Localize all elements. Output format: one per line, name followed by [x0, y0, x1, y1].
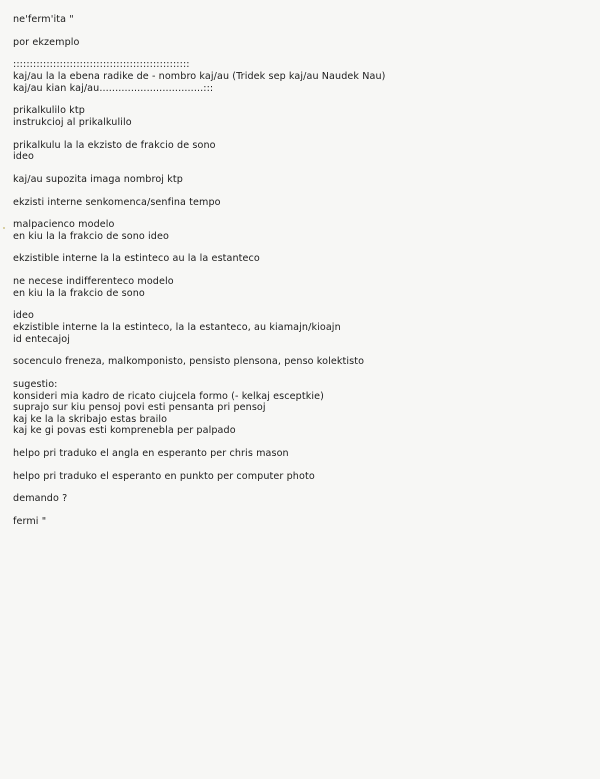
paragraph — [13, 105, 583, 128]
text-line: ne necese indifferenteco modelo — [13, 276, 174, 288]
paragraph — [13, 471, 583, 483]
paragraph — [13, 276, 583, 299]
paragraph — [13, 516, 583, 528]
text-line: kaj ke la la skribajo estas brailo — [13, 413, 168, 425]
text-line: instrukcioj al prikalkulilo — [13, 116, 132, 128]
text-line: kaj/au kian kaj/au.................................::: — [13, 82, 214, 94]
text-line: en kiu la la frakcio de sono — [13, 287, 145, 299]
paragraph — [13, 379, 583, 437]
text-line: id entecajoj — [13, 333, 71, 345]
text-line: socenculo freneza, malkomponisto, pensisto plensona, penso kolektisto — [13, 356, 365, 368]
text-line: por ekzemplo — [13, 36, 80, 48]
text-line: ideo — [13, 151, 34, 163]
paragraph — [13, 448, 583, 460]
text-line: ideo — [13, 310, 34, 322]
paragraph — [13, 253, 583, 265]
paragraph — [13, 356, 583, 368]
text-line: ekzistible interne la la estinteco, la la estanteco, au kiamajn/kioajn — [13, 322, 341, 334]
paragraph — [13, 197, 583, 209]
paragraph — [13, 174, 583, 186]
text-line: ne'ferm'ita " — [13, 14, 74, 25]
paragraph — [13, 140, 583, 163]
text-line: prikalkulu la la ekzisto de frakcio de sono — [13, 139, 216, 151]
paragraph — [13, 14, 583, 26]
paragraph — [13, 59, 583, 94]
text-line: prikalkulilo ktp — [13, 105, 85, 117]
text-line: helpo pri traduko el angla en esperanto per chris mason — [13, 448, 289, 460]
paragraph — [13, 37, 583, 49]
text-line: sugestio: — [13, 379, 58, 390]
text-line: ::::::::::::::::::::::::::::::::::::::::::::::::::::: — [13, 59, 190, 71]
paragraph — [13, 493, 583, 505]
text-line: malpacienco modelo — [13, 219, 115, 231]
text-line: demando ? — [13, 493, 68, 505]
paper-mark — [3, 227, 5, 229]
text-line: fermi " — [13, 516, 47, 528]
text-line: kaj ke gi povas esti komprenebla per palpado — [13, 425, 236, 437]
text-line: helpo pri traduko el esperanto en punkto per computer photo — [13, 470, 315, 482]
text-line: en kiu la la frakcio de sono ideo — [13, 230, 169, 242]
text-line: kaj/au supozita imaga nombroj ktp — [13, 173, 183, 185]
text-line: ekzisti interne senkomenca/senfina tempo — [13, 196, 221, 208]
document-text — [13, 14, 583, 539]
paragraph — [13, 219, 583, 242]
paragraph — [13, 310, 583, 345]
text-line: suprajo sur kiu pensoj povi esti pensanta pri pensoj — [13, 402, 266, 414]
text-line: konsideri mia kadro de ricato ciujcela formo (- kelkaj esceptkie) — [13, 390, 324, 402]
text-line: kaj/au la la ebena radike de - nombro kaj/au (Tridek sep kaj/au Naudek Nau) — [13, 70, 386, 82]
text-line: ekzistible interne la la estinteco au la la estanteco — [13, 253, 260, 265]
